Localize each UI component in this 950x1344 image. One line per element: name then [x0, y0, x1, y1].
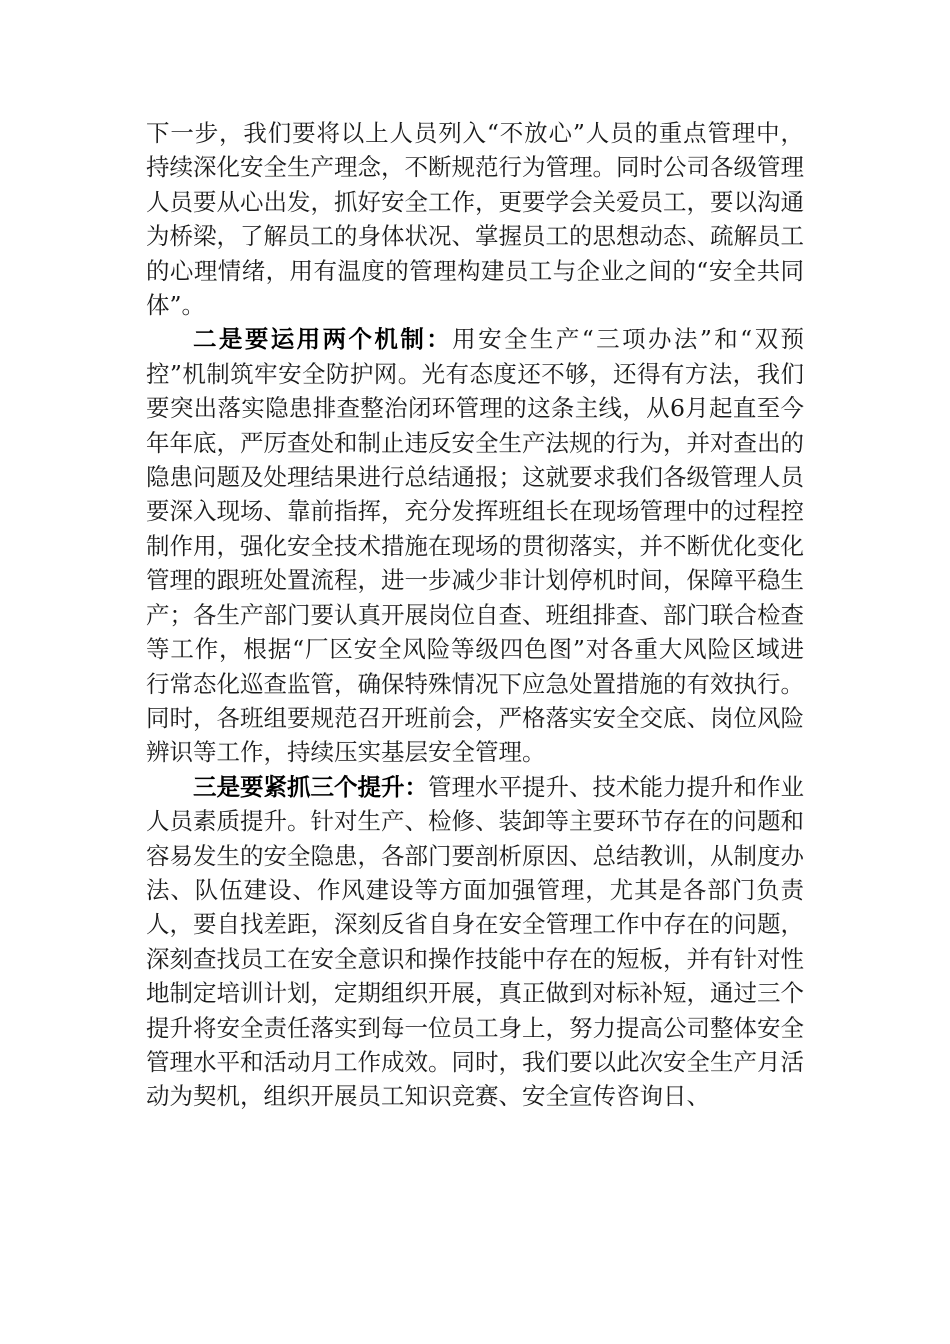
paragraph-2-text: 用安全生产“三项办法”和“双预控”机制筑牢安全防护网。光有态度还不够，还得有方法，我们要突出落实隐患排查整治闭环管理的这条主线，从6月起直至今年年底，严厉查处和制止违反安全生产法规的行为，并对查出的隐患问题及处理结果进行总结通报；这就要求我们各级管理人员要深入现场、靠前指挥，充分发挥班组长在现场管理中的过程控制作用，强化安全技术措施在现场的贯彻落实，并不断优化变化管理的跟班处置流程，进一步减少非计划停机时间，保障平稳生产；各生产部门要认真开展岗位自查、班组排查、部门联合检查等工作，根据“厂区安全风险等级四色图”对各重大风险区域进行常态化巡查监管，确保特殊情况下应急处置措施的有效执行。同时，各班组要规范召开班前会，严格落实安全交底、岗位风险辨识等工作，持续压实基层安全管理。 — [146, 325, 805, 767]
paragraph-3-text: 管理水平提升、技术能力提升和作业人员素质提升。针对生产、检修、装卸等主要环节存在的问题和容易发生的安全隐患，各部门要剖析原因、总结教训，从制度办法、队伍建设、作风建设等方面加强管理，尤其是各部门负责人，要自找差距，深刻反省自身在安全管理工作中存在的问题，深刻查找员工在安全意识和操作技能中存在的短板，并有针对性地制定培训计划，定期组织开展，真正做到对标补短，通过三个提升将安全责任落实到每一位员工身上，努力提高公司整体安全管理水平和活动月工作成效。同时，我们要以此次安全生产月活动为契机，组织开展员工知识竞赛、安全宣传咨询日、 — [146, 772, 804, 1111]
paragraph-1-text: 下一步，我们要将以上人员列入“不放心”人员的重点管理中，持续深化安全生产理念，不断规范行为管理。同时公司各级管理人员要从心出发，抓好安全工作，更要学会关爱员工，要以沟通为桥梁，了解员工的身体状况、掌握员工的思想动态、疏解员工的心理情绪，用有温度的管理构建员工与企业之间的“安全共同体”。 — [146, 119, 804, 320]
paragraph-1 — [146, 116, 804, 322]
paragraph-3 — [146, 770, 804, 1114]
paragraph-3-lead: 三是要紧抓三个提升： — [193, 772, 428, 801]
paragraph-2 — [146, 322, 804, 769]
paragraph-2-lead: 二是要运用两个机制： — [193, 325, 453, 354]
document-body — [146, 116, 804, 1114]
